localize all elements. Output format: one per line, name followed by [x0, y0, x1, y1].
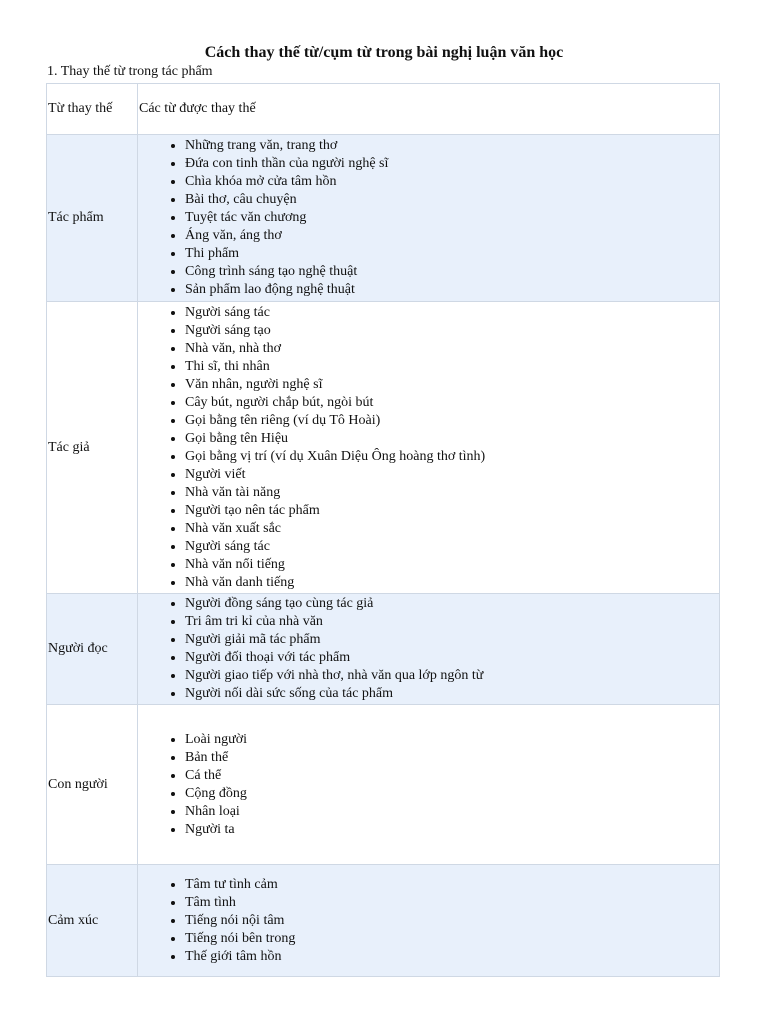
- list-item: • Sản phẩm lao động nghệ thuật: [185, 281, 719, 299]
- list-item: • Tri âm tri kỉ của nhà văn: [185, 613, 719, 631]
- list-item: • Người sáng tạo: [185, 322, 719, 340]
- items-cell: [138, 135, 720, 302]
- list-item: • Nhà văn danh tiếng: [185, 574, 719, 592]
- list-item: • Tâm tình: [185, 894, 719, 912]
- list-item: • Những trang văn, trang thơ: [185, 137, 719, 155]
- items-cell: [138, 594, 720, 705]
- table-header-row: [47, 84, 720, 135]
- list-item: • Thi sĩ, thi nhân: [185, 358, 719, 376]
- list-item: • Người giao tiếp với nhà thơ, nhà văn qua lớp ngôn từ: [185, 667, 719, 685]
- list-item: • Chìa khóa mở cửa tâm hồn: [185, 173, 719, 191]
- list-item: • Tiếng nói nội tâm: [185, 912, 719, 930]
- list-item: • Tâm tư tình cảm: [185, 876, 719, 894]
- list-item: • Bài thơ, câu chuyện: [185, 191, 719, 209]
- term-cell: Tác phẩm: [47, 135, 138, 302]
- document-title: Cách thay thế từ/cụm từ trong bài nghị luận văn học: [204, 44, 564, 61]
- table-row: [47, 135, 720, 302]
- table-row: [47, 594, 720, 705]
- list-item: • Bản thể: [185, 749, 719, 767]
- list-item: • Người sáng tác: [185, 304, 719, 322]
- list-item: • Nhà văn xuất sắc: [185, 520, 719, 538]
- list-item: • Nhà văn tài năng: [185, 484, 719, 502]
- term-cell: Tác giả: [47, 302, 138, 594]
- items-cell: [138, 705, 720, 865]
- list-item: • Người sáng tác: [185, 538, 719, 556]
- header-term: Từ thay thế: [47, 84, 138, 135]
- list-item: • Văn nhân, người nghệ sĩ: [185, 376, 719, 394]
- list-item: • Người đồng sáng tạo cùng tác giả: [185, 595, 719, 613]
- replacement-words-table: [46, 83, 720, 977]
- list-item: • Thi phẩm: [185, 245, 719, 263]
- list-item: • Gọi bằng vị trí (ví dụ Xuân Diệu Ông hoàng thơ tình): [185, 448, 719, 466]
- table-row: [47, 302, 720, 594]
- term-cell: Cảm xúc: [47, 865, 138, 977]
- items-list: [139, 137, 719, 299]
- list-item: • Người giải mã tác phẩm: [185, 631, 719, 649]
- header-items: Các từ được thay thế: [138, 84, 720, 135]
- list-item: • Tiếng nói bên trong: [185, 930, 719, 948]
- list-item: • Người viết: [185, 466, 719, 484]
- items-list: [139, 731, 719, 839]
- table-row: [47, 705, 720, 865]
- list-item: • Nhà văn nổi tiếng: [185, 556, 719, 574]
- items-cell: [138, 302, 720, 594]
- term-cell: Người đọc: [47, 594, 138, 705]
- list-item: • Áng văn, áng thơ: [185, 227, 719, 245]
- items-cell: [138, 865, 720, 977]
- list-item: • Người tạo nên tác phẩm: [185, 502, 719, 520]
- list-item: • Nhân loại: [185, 803, 719, 821]
- list-item: • Công trình sáng tạo nghệ thuật: [185, 263, 719, 281]
- list-item: • Người nối dài sức sống của tác phẩm: [185, 685, 719, 703]
- term-cell: Con người: [47, 705, 138, 865]
- list-item: • Cộng đồng: [185, 785, 719, 803]
- list-item: • Loài người: [185, 731, 719, 749]
- list-item: • Tuyệt tác văn chương: [185, 209, 719, 227]
- list-item: • Cây bút, người chắp bút, ngòi bút: [185, 394, 719, 412]
- list-item: • Nhà văn, nhà thơ: [185, 340, 719, 358]
- items-list: [139, 304, 719, 592]
- list-item: • Thế giới tâm hồn: [185, 948, 719, 966]
- list-item: • Gọi bằng tên Hiệu: [185, 430, 719, 448]
- list-item: • Gọi bằng tên riêng (ví dụ Tô Hoài): [185, 412, 719, 430]
- items-list: [139, 595, 719, 703]
- list-item: • Người đối thoại với tác phẩm: [185, 649, 719, 667]
- table-row: [47, 865, 720, 977]
- section-heading: 1. Thay thế từ trong tác phẩm: [47, 64, 213, 79]
- items-list: [139, 876, 719, 966]
- list-item: • Người ta: [185, 821, 719, 839]
- list-item: • Cá thể: [185, 767, 719, 785]
- list-item: • Đứa con tinh thần của người nghệ sĩ: [185, 155, 719, 173]
